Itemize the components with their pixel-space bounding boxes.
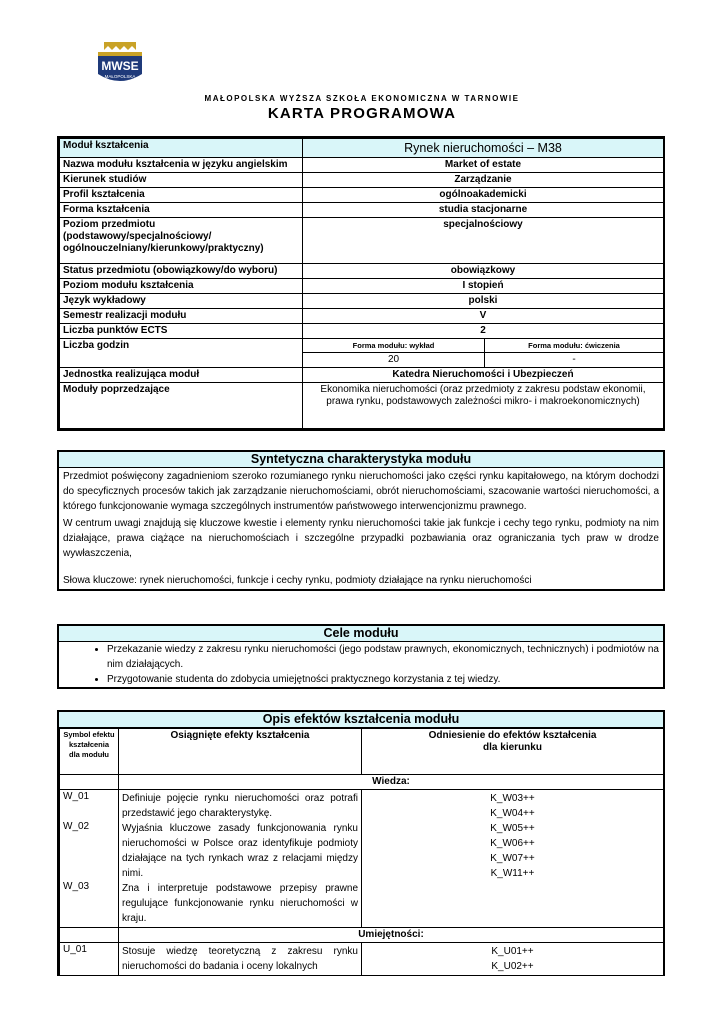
value-language: polski: [303, 294, 664, 309]
knowledge-label: Wiedza:: [119, 775, 664, 790]
ref-item: K_U02++: [491, 961, 534, 972]
synthetic-keywords: Słowa kluczowe: rynek nieruchomości, funkcje i cechy rynku, podmioty działające na rynku nieruchomości: [63, 575, 532, 586]
goals-title: Cele modułu: [59, 626, 663, 642]
symbol-u01: U_01: [60, 943, 119, 976]
effect-w03: Zna i interpretuje podstawowe przepisy prawne regulujące funkcjonowanie rynku nieruchomości w kraju.: [122, 883, 358, 924]
label-language: Język wykładowy: [60, 294, 303, 309]
knowledge-effects: [119, 790, 362, 928]
logo-text: MWSE: [101, 59, 139, 73]
document-title: KARTA PROGRAMOWA: [267, 105, 457, 122]
value-status: obowiązkowy: [303, 264, 664, 279]
row-module: [60, 139, 664, 158]
label-prereq: Moduły poprzedzające: [60, 383, 303, 429]
label-level: Poziom przedmiotu (podstawowy/specjalnościowy/ ogólnouczelniany/kierunkowy/praktyczny): [60, 218, 303, 264]
col-effects-header: Osiągnięte efekty kształcenia: [119, 729, 362, 775]
ref-item: K_W05++: [490, 823, 535, 834]
ref-item: K_W03++: [490, 793, 535, 804]
label-form: Forma kształcenia: [60, 203, 303, 218]
hours-lecture-value: 20: [303, 353, 485, 368]
module-info-table: [57, 136, 665, 431]
label-unit: Jednostka realizująca moduł: [60, 368, 303, 383]
value-level: specjalnościowy: [303, 218, 664, 264]
knowledge-refs: [362, 790, 664, 928]
ref-item: K_U01++: [491, 946, 534, 957]
symbol-w03: W_03: [63, 881, 90, 892]
goal-item: • Przygotowanie studenta do zdobycia umiejętności praktycznego korzystania z tej wiedzy.: [107, 672, 659, 687]
value-unit: Katedra Nieruchomości i Ubezpieczeń: [303, 368, 664, 383]
hours-exercises-value: -: [485, 353, 664, 368]
logo-subtext: MAŁOPOLSKA: [104, 74, 136, 79]
value-english-name: Market of estate: [303, 158, 664, 173]
school-name: MAŁOPOLSKA WYŻSZA SZKOŁA EKONOMICZNA W TARNOWIE: [204, 94, 520, 103]
value-profile: ogólnoakademicki: [303, 188, 664, 203]
value-prereq: Ekonomika nieruchomości (oraz przedmioty z zakresu podstaw ekonomii, prawa rynku, podstawowych zależności mikro- i makroekonomicznych): [303, 383, 664, 429]
value-form: studia stacjonarne: [303, 203, 664, 218]
label-module-level: Poziom modułu kształcenia: [60, 279, 303, 294]
knowledge-symbols: [60, 790, 119, 928]
ref-item: K_W11++: [490, 868, 535, 879]
label-field: Kierunek studiów: [60, 173, 303, 188]
label-ects: Liczba punktów ECTS: [60, 324, 303, 339]
effect-w02: Wyjaśnia kluczowe zasady funkcjonowania rynku nieruchomości w Polsce oraz identyfikuje podmioty działające na tych rynkach wraz z relacjami między nimi.: [122, 823, 358, 879]
synthetic-paragraph-1: Przedmiot poświęcony zagadnieniom szeroko rozumianego rynku nieruchomości jako części rynku kapitałowego, na którym dochodzi do specyficznych procesów takich jak zarządzanie nieruchomościami, obrót nieruchomościami, szacowanie wartości nieruchomości, a którego funkcjonowanie wymaga szczególnych instrumentów państwowego interwencjonizmu prawnego.: [63, 471, 659, 512]
synthetic-paragraph-2: W centrum uwagi znajdują się kluczowe kwestie i elementy rynku nieruchomości takie jak funkcje i cechy tego rynku, podmioty na nim działające, prawa ciążące na nieruchomościach i szczególne przypadki pozbawiania oraz ograniczania tych praw w drodze wywłaszczenia,: [63, 518, 659, 559]
label-profile: Profil kształcenia: [60, 188, 303, 203]
ref-item: K_W06++: [490, 838, 535, 849]
synthetic-title: Syntetyczna charakterystyka modułu: [59, 452, 663, 468]
label-hours: Liczba godzin: [60, 339, 303, 368]
value-field: Zarządzanie: [303, 173, 664, 188]
label-semester: Semestr realizacji modułu: [60, 309, 303, 324]
symbol-w01: W_01: [63, 791, 90, 802]
value-semester: V: [303, 309, 664, 324]
ref-item: K_W04++: [490, 808, 535, 819]
value-module: Rynek nieruchomości – M38: [303, 139, 664, 158]
ref-item: K_W07++: [490, 853, 535, 864]
label-status: Status przedmiotu (obowiązkowy/do wyboru): [60, 264, 303, 279]
skills-label: Umiejętności:: [119, 928, 664, 943]
spacer: [59, 562, 663, 572]
school-logo: [90, 40, 150, 88]
skills-refs: [362, 943, 664, 976]
synthetic-section: [57, 450, 665, 591]
value-ects: 2: [303, 324, 664, 339]
outcomes-title: Opis efektów kształcenia modułu: [59, 712, 663, 728]
symbol-w02: W_02: [63, 821, 90, 832]
goals-section: [57, 624, 665, 689]
effect-u01: Stosuje wiedzę teoretyczną z zakresu rynku nieruchomości do badania i oceny lokalnych: [119, 943, 362, 976]
hours-exercises-header: Forma modułu: ćwiczenia: [485, 339, 664, 353]
label-english-name: Nazwa modułu kształcenia w języku angielskim: [60, 158, 303, 173]
col-symbol-header: Symbol efektu kształcenia dla modułu: [60, 729, 119, 775]
outcomes-section: [57, 710, 665, 976]
goal-item: • Przekazanie wiedzy z zakresu rynku nieruchomości (jego podstaw prawnych, ekonomicznych, technicznych) i podmiotów na nim działających.: [107, 642, 659, 672]
col-ref-header: Odniesienie do efektów kształcenia dla kierunku: [362, 729, 664, 775]
effect-w01: Definiuje pojęcie rynku nieruchomości oraz potrafi przedstawić jego charakterystykę.: [122, 793, 358, 819]
value-module-level: I stopień: [303, 279, 664, 294]
goals-list: [59, 642, 663, 687]
hours-lecture-header: Forma modułu: wykład: [303, 339, 485, 353]
label-module: Moduł kształcenia: [60, 139, 303, 158]
